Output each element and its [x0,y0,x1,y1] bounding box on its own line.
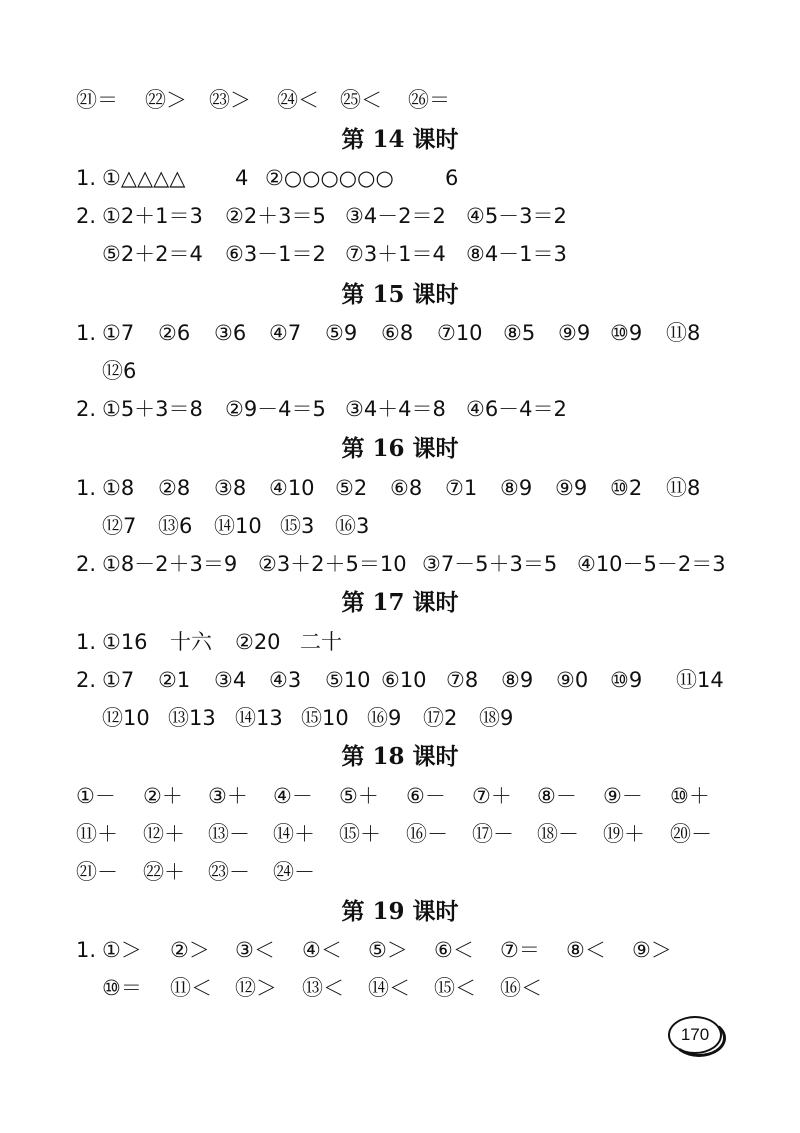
answer-item: ⑫7 [102,514,137,538]
answer-item: ③4＋4＝8 [345,397,446,421]
answer-item: ⑦＝ [500,938,540,962]
answer-item: ③6 [214,321,247,345]
answer-item: ㉓＞ [209,88,251,112]
answer-item: 十六 [170,630,212,654]
answer-item: ④7 [269,321,302,345]
answer-item: ④10－5－2＝3 [577,552,726,576]
answer-item: ⑧5 [503,321,536,345]
answer-item: ⑰2 [423,706,458,730]
question-number: 1. [76,476,97,500]
question-number: 1. [76,166,97,190]
answer-item: ⑯3 [335,514,370,538]
lesson-15-heading: 第 15 课时 [341,281,459,308]
answer-item: ③8 [214,476,247,500]
answer-item: ⑯＜ [500,976,542,1000]
answer-item: ⑮＜ [434,976,476,1000]
answer-item: ②2＋3＝5 [225,204,326,228]
answer-item: ⑤＋ [339,784,379,808]
answer-item: ⑩＋ [670,784,710,808]
answer-item: 4 [235,166,249,190]
answer-item: ㉒＞ [145,88,187,112]
answer-item: ⑦1 [445,476,478,500]
answer-item: ⑩9 [610,321,643,345]
answer-item: ⑬6 [158,514,193,538]
lesson-16-heading: 第 16 课时 [341,435,459,462]
answer-item: ⑦8 [446,668,479,692]
answer-item: ㉕＜ [340,88,382,112]
answer-item: ⑮10 [301,706,349,730]
answer-item: ②9－4＝5 [225,397,326,421]
page-number: 170 [668,1016,722,1054]
answer-item: ⑨＞ [632,938,672,962]
answer-item: ⑪8 [666,321,701,345]
answer-item: ⑩＝ [102,976,142,1000]
answer-item: ⑫＋ [143,822,185,846]
answer-item: ⑳－ [670,822,712,846]
answer-item: ⑪14 [676,668,724,692]
answer-item: ⑥－ [406,784,446,808]
answer-item: ㉓－ [208,860,250,884]
answer-item: ⑧9 [500,476,533,500]
answer-item: ⑧4－1＝3 [466,242,567,266]
lesson-19-heading: 第 19 课时 [341,898,459,925]
answer-item: ②○○○○○○ [265,166,394,190]
answer-item: ④＜ [302,938,342,962]
answer-item: ⑨0 [556,668,589,692]
answer-item: ④10 [269,476,315,500]
answer-item: ⑮＋ [339,822,381,846]
answer-item: ⑲＋ [603,822,645,846]
answer-item: ㉔＜ [277,88,319,112]
answer-item: ⑰－ [472,822,514,846]
answer-item: ⑨9 [555,476,588,500]
question-number: 2. [76,204,97,228]
lesson-14-heading: 第 14 课时 [341,126,459,153]
answer-item: ⑦10 [437,321,483,345]
answer-item: ⑭10 [214,514,262,538]
answer-item: ②＞ [170,938,210,962]
answer-item: 二十 [300,630,342,654]
answer-item: ⑥10 [381,668,427,692]
answer-item: ④3 [269,668,302,692]
answer-item: ①16 [102,630,148,654]
answer-item: ㉖＝ [408,88,450,112]
answer-item: ⑭13 [235,706,283,730]
answer-item: ⑫10 [102,706,150,730]
answer-item: ①5＋3＝8 [102,397,203,421]
answer-item: ⑮3 [280,514,315,538]
answer-item: ①8－2＋3＝9 [102,552,238,576]
answer-item: ⑭＜ [368,976,410,1000]
answer-item: ⑥3－1＝2 [225,242,326,266]
answer-item: ③＋ [208,784,248,808]
answer-item: ②20 [235,630,281,654]
answer-item: ⑨－ [603,784,643,808]
answer-item: ⑨9 [558,321,591,345]
answer-item: ⑦3＋1＝4 [345,242,446,266]
answer-item: ⑧－ [537,784,577,808]
answer-item: ⑤2＋2＝4 [102,242,203,266]
question-number: 2. [76,552,97,576]
answer-item: ②3＋2＋5＝10 [258,552,407,576]
answer-item: ③4 [214,668,247,692]
answer-item: ㉑－ [76,860,118,884]
answer-item: ⑱－ [537,822,579,846]
answer-item: ⑪＋ [76,822,118,846]
answer-item: ⑬＜ [302,976,344,1000]
answer-item: ⑥8 [390,476,423,500]
answer-item: ①7 [102,668,135,692]
question-number: 2. [76,668,97,692]
answer-item: ①＞ [102,938,142,962]
answer-item: ⑬13 [168,706,216,730]
answer-item: ⑧＜ [566,938,606,962]
answer-item: ②＋ [143,784,183,808]
answer-item: ③＜ [235,938,275,962]
answer-item: ⑯9 [367,706,402,730]
answer-item: ⑧9 [501,668,534,692]
answer-item: 6 [445,166,459,190]
answer-item: ⑤9 [325,321,358,345]
question-number: 2. [76,397,97,421]
answer-item: ⑤2 [335,476,368,500]
answer-item: ⑫6 [102,359,137,383]
answer-item: ⑥＜ [434,938,474,962]
answer-item: ①8 [102,476,135,500]
answer-item: ②8 [158,476,191,500]
answer-item: ②1 [158,668,191,692]
answer-item: ①2＋1＝3 [102,204,203,228]
answer-item: ⑭＋ [273,822,315,846]
question-number: 1. [76,321,97,345]
answer-item: ④6－4＝2 [466,397,567,421]
answer-item: ⑥8 [381,321,414,345]
answer-item: ④5－3＝2 [466,204,567,228]
answer-item: ⑬－ [208,822,250,846]
answer-item: ⑩9 [610,668,643,692]
answer-item: ④－ [273,784,313,808]
lesson-17-heading: 第 17 课时 [341,589,459,616]
answer-item: ⑪＜ [170,976,212,1000]
answer-item: ⑦＋ [472,784,512,808]
answer-item: ①7 [102,321,135,345]
answer-item: ㉒＋ [143,860,185,884]
question-number: 1. [76,938,97,962]
answer-item: ⑤10 [325,668,371,692]
answer-item: ①△△△△ [102,166,186,190]
answer-item: ⑯－ [406,822,448,846]
answer-item: ㉔－ [273,860,315,884]
answer-item: ⑱9 [479,706,514,730]
answer-item: ⑪8 [666,476,701,500]
answer-item: ②6 [158,321,191,345]
answer-item: ⑤＞ [368,938,408,962]
answer-item: ③7－5＋3＝5 [422,552,558,576]
answer-item: ⑩2 [610,476,643,500]
answer-item: ⑫＞ [235,976,277,1000]
answer-item: ㉑＝ [76,88,118,112]
answer-item: ③4－2＝2 [345,204,446,228]
question-number: 1. [76,630,97,654]
answer-item: ①－ [76,784,116,808]
lesson-18-heading: 第 18 课时 [341,743,459,770]
